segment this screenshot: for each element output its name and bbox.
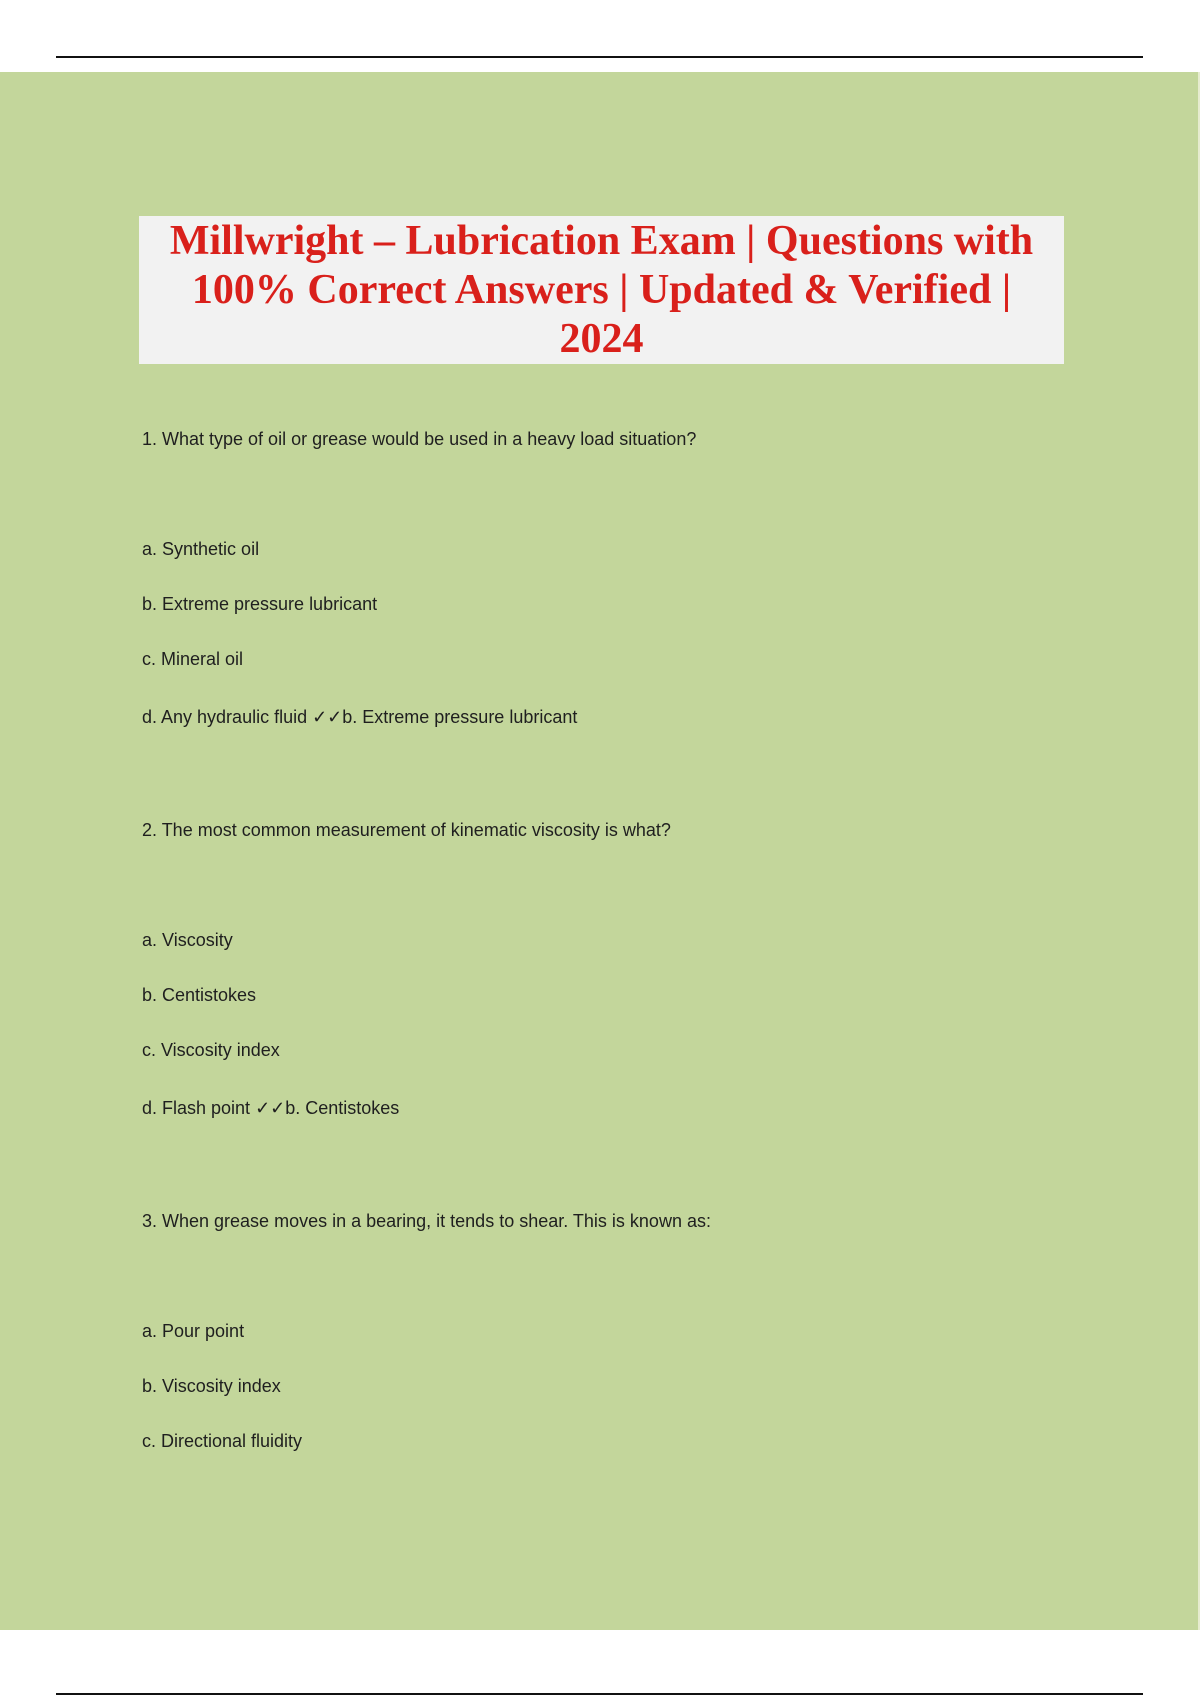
question-2-option-a: a. Viscosity (142, 930, 233, 950)
document-title: Millwright – Lubrication Exam | Questions with 100% Correct Answers | Updated & Verified | 2024 (169, 217, 1034, 362)
question-1-option-d-answer: d. Any hydraulic fluid ✓✓b. Extreme pressure lubricant (142, 707, 578, 727)
question-1-option-a: a. Synthetic oil (142, 539, 260, 559)
top-rule (56, 56, 1143, 58)
bottom-rule (56, 1693, 1143, 1695)
question-1-option-b: b. Extreme pressure lubricant (142, 594, 378, 614)
question-2-option-d-answer: d. Flash point ✓✓b. Centistokes (142, 1098, 400, 1118)
question-2: 2. The most common measurement of kinematic viscosity is what? (142, 820, 671, 840)
question-3: 3. When grease moves in a bearing, it tends to shear. This is known as: (142, 1211, 711, 1231)
question-2-option-c: c. Viscosity index (142, 1040, 280, 1060)
question-3-option-b: b. Viscosity index (142, 1376, 281, 1396)
title-box (139, 216, 1064, 364)
question-1: 1. What type of oil or grease would be used in a heavy load situation? (142, 429, 697, 449)
question-1-option-c: c. Mineral oil (142, 649, 244, 669)
question-2-option-b: b. Centistokes (142, 985, 257, 1005)
question-3-option-a: a. Pour point (142, 1321, 245, 1341)
question-3-option-c: c. Directional fluidity (142, 1431, 303, 1451)
